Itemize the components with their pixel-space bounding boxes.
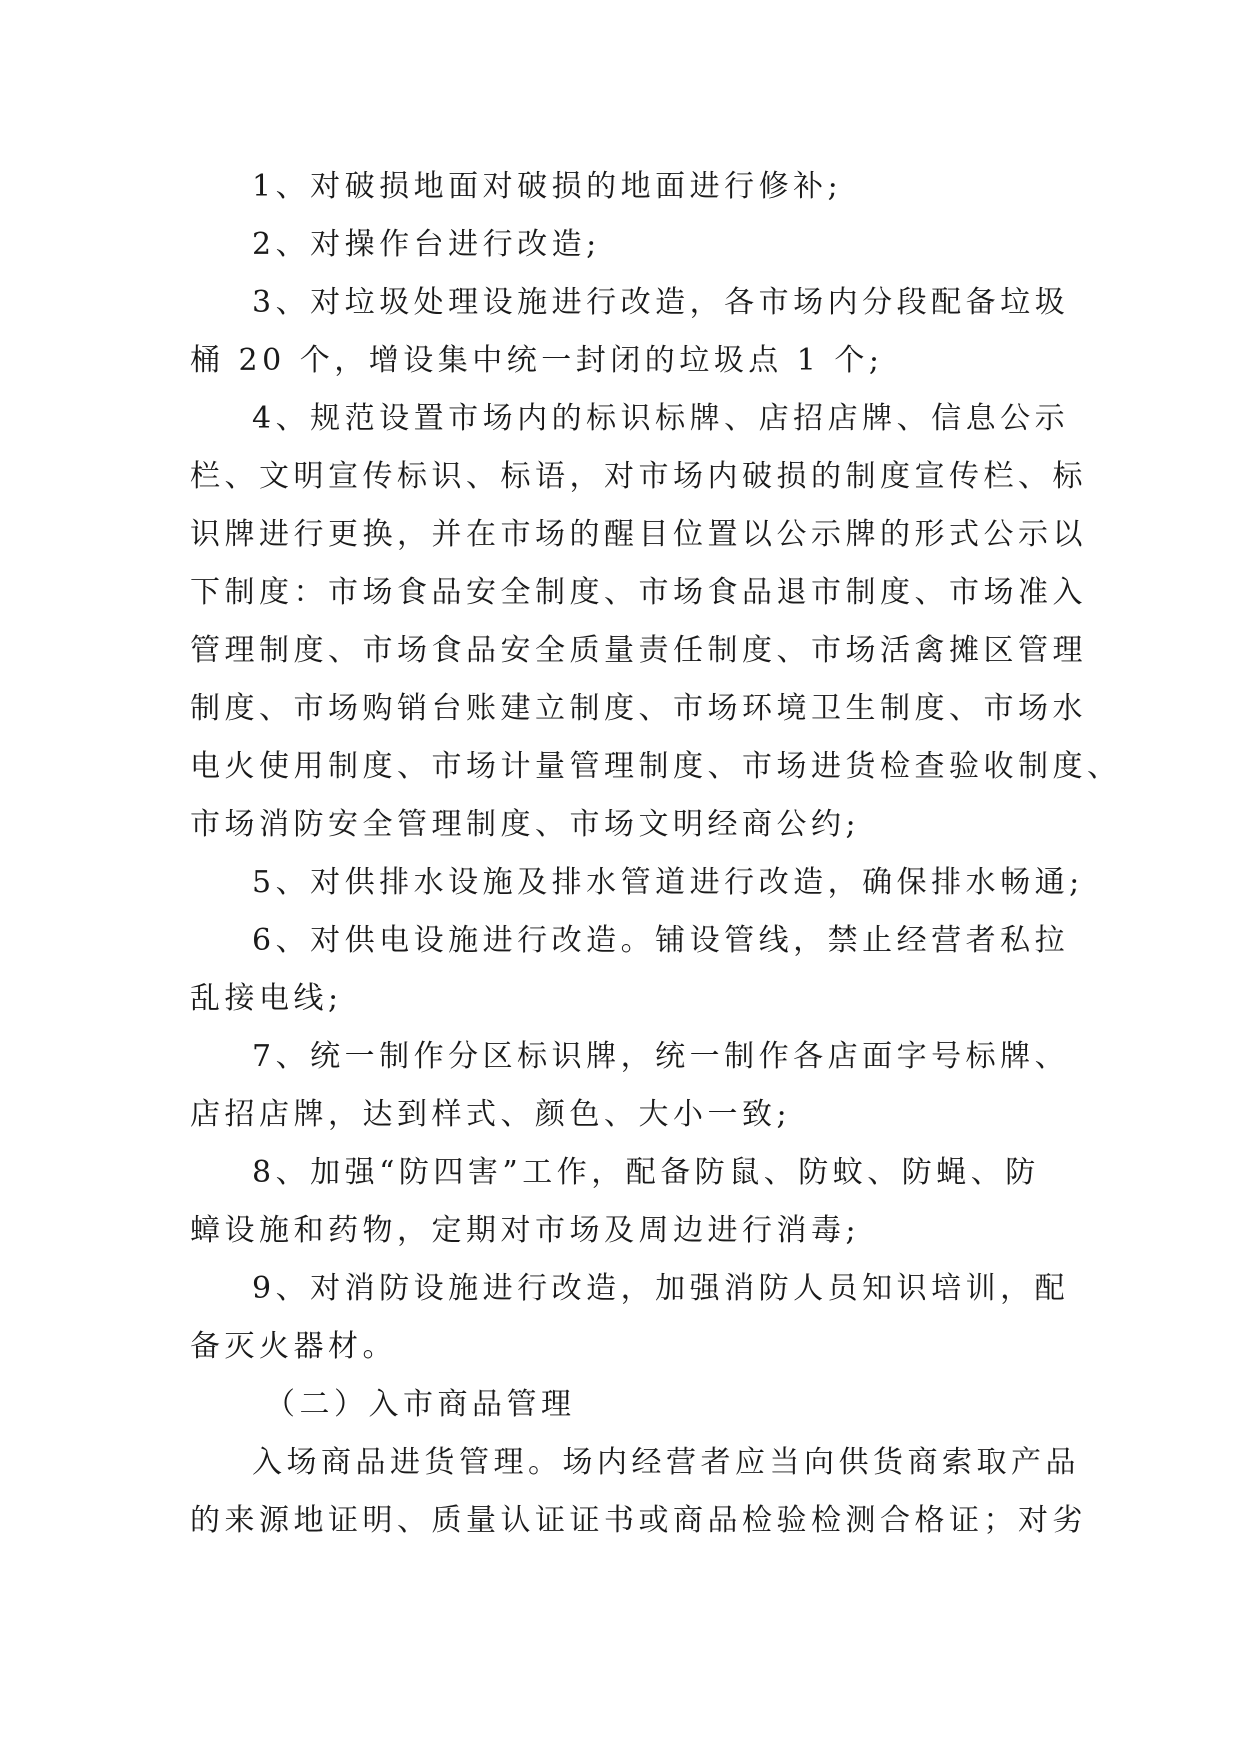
item-4-continuation: 市场消防安全管理制度、市场文明经商公约;	[190, 807, 861, 842]
item-4-continuation: 电火使用制度、市场计量管理制度、市场进货检查验收制度、	[190, 749, 1122, 784]
item-6-continuation: 乱接电线;	[190, 981, 343, 1016]
paragraph-line: 入场商品进货管理。场内经营者应当向供货商索取产品	[252, 1445, 1080, 1480]
item-4-line: 4、规范设置市场内的标识标牌、店招店牌、信息公示	[252, 401, 1070, 436]
item-8-continuation: 蟑设施和药物，定期对市场及周边进行消毒;	[190, 1213, 861, 1248]
section-heading: （二）入市商品管理	[265, 1387, 576, 1422]
item-8-line: 8、加强“防四害”工作，配备防鼠、防蚊、防蝇、防	[252, 1155, 1040, 1190]
item-5-line: 5、对供排水设施及排水管道进行改造，确保排水畅通;	[252, 865, 1084, 900]
item-4-continuation: 栏、文明宣传标识、标语，对市场内破损的制度宣传栏、标	[190, 459, 1087, 494]
item-9-line: 9、对消防设施进行改造，加强消防人员知识培训，配	[252, 1271, 1070, 1306]
item-7-line: 7、统一制作分区标识牌，统一制作各店面字号标牌、	[252, 1039, 1070, 1074]
item-6-line: 6、对供电设施进行改造。铺设管线，禁止经营者私拉	[252, 923, 1070, 958]
item-7-continuation: 店招店牌，达到样式、颜色、大小一致;	[190, 1097, 792, 1132]
document-body	[190, 158, 1122, 1550]
item-3-continuation: 桶 20 个，增设集中统一封闭的垃圾点 1 个;	[190, 343, 884, 378]
item-4-continuation: 管理制度、市场食品安全质量责任制度、市场活禽摊区管理	[190, 633, 1087, 668]
item-4-continuation: 识牌进行更换，并在市场的醒目位置以公示牌的形式公示以	[190, 517, 1087, 552]
item-4-continuation: 制度、市场购销台账建立制度、市场环境卫生制度、市场水	[190, 691, 1087, 726]
item-2-line: 2、对操作台进行改造;	[252, 227, 601, 262]
item-9-continuation: 备灭火器材。	[190, 1329, 397, 1364]
item-4-continuation: 下制度：市场食品安全制度、市场食品退市制度、市场准入	[190, 575, 1087, 610]
paragraph-continuation: 的来源地证明、质量认证证书或商品检验检测合格证；对劣	[190, 1503, 1087, 1538]
item-3-line: 3、对垃圾处理设施进行改造，各市场内分段配备垃圾	[252, 285, 1070, 320]
item-1-line: 1、对破损地面对破损的地面进行修补;	[252, 169, 843, 204]
